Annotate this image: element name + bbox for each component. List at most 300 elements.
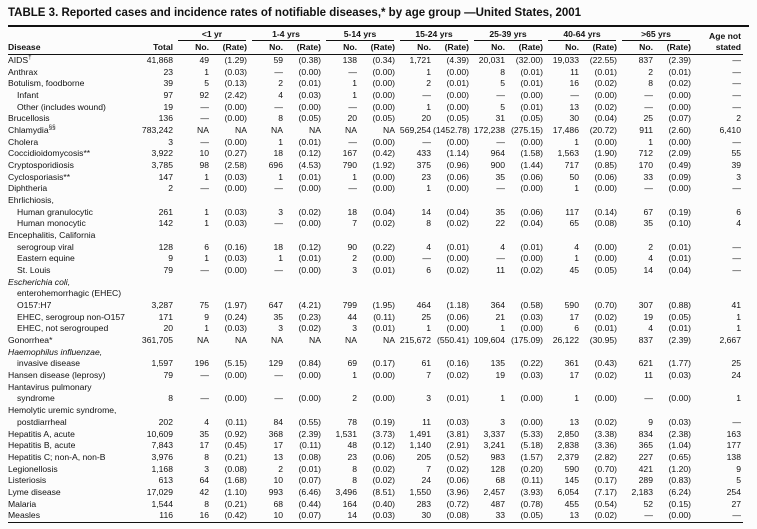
cell-age-not-stated: —: [732, 101, 741, 112]
cell-count: 23: [347, 451, 357, 462]
cell-count: 2: [278, 463, 283, 474]
cell-count: 1: [278, 171, 283, 182]
cell-rate: (4.53): [298, 160, 321, 171]
col-header-rate: (Rate): [581, 41, 619, 55]
col-header-total: Total: [130, 41, 175, 55]
cell-total: 23: [163, 66, 173, 77]
cell-rate: (0.01): [668, 66, 691, 77]
cell-count: 14: [347, 510, 357, 521]
cell-rate: (0.16): [224, 241, 247, 252]
cell-rate: (0.00): [298, 393, 321, 404]
cell-rate: (0.70): [594, 463, 617, 474]
cell-rate: (0.42): [372, 148, 395, 159]
cell-rate: (7.17): [594, 486, 617, 497]
col-header-age-not-stated: Age not: [709, 31, 741, 41]
cell-rate: (0.06): [446, 311, 469, 322]
cell-rate: [211, 382, 249, 394]
cell-rate: (0.05): [594, 265, 617, 276]
cell-rate: [655, 405, 693, 417]
cell-rate: (0.03): [520, 311, 543, 322]
cell-rate: (0.24): [224, 311, 247, 322]
disease-name: Infant: [17, 90, 39, 101]
cell-count: —: [644, 393, 653, 404]
cell-count: 993: [268, 486, 283, 497]
cell-count: 647: [268, 300, 283, 311]
cell-count: [323, 382, 359, 394]
cell-count: [175, 230, 211, 242]
cell-rate: (0.22): [372, 241, 395, 252]
cell-count: [249, 277, 285, 289]
cell-count: 3: [352, 265, 357, 276]
cell-count: 590: [564, 300, 579, 311]
table-row: [8, 393, 743, 405]
cell-count: 1: [500, 393, 505, 404]
cell-rate: [655, 347, 693, 359]
cell-rate: [581, 230, 619, 242]
cell-count: 790: [342, 160, 357, 171]
cell-count: 3,241: [483, 440, 505, 451]
header-spacer-disease: [8, 27, 130, 41]
cell-count: 1: [352, 171, 357, 182]
cell-rate: [211, 405, 249, 417]
cell-rate: (0.43): [594, 358, 617, 369]
cell-rate: (175.09): [510, 335, 543, 346]
cell-rate: [433, 405, 471, 417]
cell-rate: (0.96): [446, 160, 469, 171]
cell-count: 1: [574, 136, 579, 147]
cell-rate: (0.00): [372, 183, 395, 194]
cell-rate: (0.06): [520, 206, 543, 217]
cell-rate: [433, 288, 471, 300]
cell-rate: [211, 277, 249, 289]
cell-rate: [359, 382, 397, 394]
cell-rate: (3.93): [520, 486, 543, 497]
table-row: [8, 323, 743, 335]
table-row: [8, 277, 743, 289]
cell-count: 23: [421, 171, 431, 182]
cell-rate: (0.44): [298, 498, 321, 509]
cell-rate: (0.03): [668, 416, 691, 427]
table-row: [8, 405, 743, 417]
col-header-no: No.: [619, 41, 655, 55]
cell-count: 1: [352, 90, 357, 101]
cell-rate: (1.14): [446, 148, 469, 159]
cell-count: [545, 195, 581, 207]
col-header-age-group: [545, 27, 619, 41]
cell-rate: (0.12): [372, 440, 395, 451]
cell-rate: (0.02): [594, 78, 617, 89]
cell-count: 128: [490, 463, 505, 474]
cell-count: —: [570, 90, 579, 101]
cell-rate: (0.01): [298, 171, 321, 182]
cell-rate: (0.00): [224, 183, 247, 194]
col-header-age-group: [249, 27, 323, 41]
cell-count: —: [496, 136, 505, 147]
table-row: [8, 218, 743, 230]
disease-name: syndrome: [17, 393, 55, 404]
cell-rate: (0.02): [298, 323, 321, 334]
cell-rate: (1.92): [372, 160, 395, 171]
cell-rate: (0.01): [520, 241, 543, 252]
col-header-no: No.: [397, 41, 433, 55]
cell-total: 128: [158, 241, 173, 252]
cell-count: 49: [199, 55, 209, 65]
cell-count: 365: [638, 440, 653, 451]
cell-count: 837: [638, 55, 653, 65]
cell-age-not-stated: [693, 405, 743, 417]
cell-rate: [655, 382, 693, 394]
cell-age-not-stated: 24: [731, 370, 741, 381]
cell-count: 2,457: [483, 486, 505, 497]
table-row: [8, 312, 743, 324]
cell-count: 3: [500, 416, 505, 427]
cell-count: 1: [204, 66, 209, 77]
cell-count: 375: [416, 160, 431, 171]
cell-count: —: [422, 90, 431, 101]
cell-count: 35: [495, 206, 505, 217]
cell-count: 11: [644, 370, 653, 381]
cell-rate: (1452.78): [433, 125, 470, 136]
cell-count: 1: [426, 66, 431, 77]
cell-count: 10: [199, 148, 209, 159]
cell-rate: (0.00): [668, 136, 691, 147]
cell-count: 4: [204, 416, 209, 427]
cell-total: 39: [163, 78, 173, 89]
cell-count: 170: [638, 160, 653, 171]
cell-rate: (0.02): [372, 218, 395, 229]
cell-rate: (2.39): [298, 428, 321, 439]
cell-count: [175, 347, 211, 359]
col-header-age-group: [619, 27, 693, 41]
disease-name: Hantavirus pulmonary: [8, 381, 92, 392]
cell-count: —: [348, 66, 357, 77]
cell-count: 4: [648, 323, 653, 334]
cell-rate: (0.00): [668, 393, 691, 404]
cell-count: 1: [574, 183, 579, 194]
cell-count: [619, 230, 655, 242]
cell-rate: (0.01): [372, 265, 395, 276]
cell-count: 983: [490, 451, 505, 462]
cell-count: —: [200, 101, 209, 112]
cell-rate: (0.49): [668, 160, 691, 171]
cell-count: [249, 195, 285, 207]
cell-count: 18: [347, 206, 357, 217]
cell-count: —: [348, 183, 357, 194]
cell-count: —: [644, 510, 653, 521]
cell-rate: (0.03): [372, 510, 395, 521]
cell-count: [175, 405, 211, 417]
cell-count: 69: [347, 358, 357, 369]
table-row: [8, 67, 743, 79]
cell-rate: (0.01): [668, 253, 691, 264]
age-group-label: 1-4 yrs: [252, 27, 320, 41]
cell-count: [545, 347, 581, 359]
cell-rate: (1.68): [224, 475, 247, 486]
cell-count: 22: [495, 218, 505, 229]
cell-rate: (0.06): [446, 475, 469, 486]
cell-rate: [507, 195, 545, 207]
cell-rate: (0.00): [594, 90, 617, 101]
cell-count: 569,254: [399, 125, 431, 136]
disease-name: Measles: [8, 510, 40, 521]
age-group-label: <1 yr: [178, 27, 246, 41]
cell-rate: (22.55): [589, 55, 617, 65]
disease-name: Hemolytic uremic syndrome,: [8, 405, 117, 416]
header-row-groups: [8, 27, 743, 41]
disease-name: Cryptosporidiosis: [8, 160, 74, 171]
cell-count: 26,122: [552, 335, 579, 346]
cell-count: 19: [643, 311, 653, 322]
cell-rate: (0.02): [594, 510, 617, 521]
cell-rate: (3.38): [594, 428, 617, 439]
disease-name: Hepatitis C; non-A, non-B: [8, 451, 106, 462]
cell-total: 10,609: [146, 428, 173, 439]
cell-rate: (30.95): [589, 335, 617, 346]
cell-count: 4: [500, 241, 505, 252]
cell-age-not-stated: —: [732, 183, 741, 194]
cell-count: —: [644, 183, 653, 194]
cell-rate: NA: [383, 335, 395, 346]
cell-count: 24: [421, 475, 431, 486]
cell-count: 65: [569, 218, 579, 229]
cell-rate: (1.20): [668, 463, 691, 474]
cell-rate: (0.07): [298, 510, 321, 521]
table-row: [8, 55, 743, 67]
cell-rate: (0.01): [446, 393, 469, 404]
cell-age-not-stated: [693, 277, 743, 289]
cell-rate: (2.42): [224, 90, 247, 101]
cell-count: 11: [422, 416, 431, 427]
cell-rate: (0.00): [224, 393, 247, 404]
cell-count: 64: [199, 475, 209, 486]
cell-rate: (0.01): [446, 241, 469, 252]
disease-name: Cyclosporiasis**: [8, 171, 71, 182]
cell-count: 30: [569, 113, 579, 124]
cell-rate: (0.65): [668, 451, 691, 462]
cell-rate: (0.02): [372, 475, 395, 486]
cell-age-not-stated: 1: [736, 311, 741, 322]
cell-total: 3,287: [151, 300, 173, 311]
cell-count: 2: [648, 66, 653, 77]
cell-count: 3,496: [335, 486, 357, 497]
col-header-no: No.: [545, 41, 581, 55]
cell-rate: (3.81): [446, 428, 469, 439]
cell-rate: (0.01): [372, 323, 395, 334]
cell-rate: (0.06): [594, 171, 617, 182]
table-title: TABLE 3. Reported cases and incidence rates of notifiable diseases,* by age group —United States, 2001: [8, 6, 749, 27]
cell-count: 8: [204, 451, 209, 462]
cell-rate: (0.00): [520, 90, 543, 101]
cell-count: 61: [421, 358, 431, 369]
cell-total: 2: [168, 183, 173, 194]
table-row: [8, 113, 743, 125]
cell-rate: (0.10): [668, 218, 691, 229]
age-group-label: 40-64 yrs: [548, 27, 616, 41]
cell-rate: (1.97): [224, 300, 247, 311]
cell-rate: (0.03): [298, 90, 321, 101]
cell-rate: (1.58): [520, 148, 543, 159]
cell-count: —: [348, 101, 357, 112]
cell-rate: (0.78): [520, 498, 543, 509]
cell-count: 68: [495, 475, 505, 486]
cell-rate: (0.17): [594, 475, 617, 486]
disease-name: enterohemorrhagic (EHEC): [17, 288, 122, 299]
cell-rate: [359, 195, 397, 207]
col-header-no: No.: [323, 41, 359, 55]
cell-age-not-stated: 55: [731, 148, 741, 159]
cell-rate: (0.01): [298, 136, 321, 147]
cell-count: 2,379: [557, 451, 579, 462]
cell-count: [397, 230, 433, 242]
cell-rate: [285, 277, 323, 289]
cell-count: [323, 230, 359, 242]
cell-count: 1: [426, 183, 431, 194]
cell-total: 79: [163, 265, 173, 276]
col-header-rate: (Rate): [285, 41, 323, 55]
cell-rate: (0.00): [446, 136, 469, 147]
cell-age-not-stated: [693, 382, 743, 394]
cell-rate: (0.03): [224, 66, 247, 77]
cell-rate: (0.40): [372, 498, 395, 509]
cell-rate: (0.03): [520, 370, 543, 381]
cell-total: 3,785: [151, 160, 173, 171]
cell-age-not-stated: [693, 288, 743, 300]
cell-count: 44: [347, 311, 357, 322]
table-row: [8, 242, 743, 254]
disease-name: Chlamydia§§: [8, 124, 56, 136]
cell-age-not-stated: 6,410: [719, 125, 741, 136]
cell-rate: (0.06): [372, 451, 395, 462]
cell-total: 1,544: [151, 498, 173, 509]
cell-age-not-stated: —: [732, 265, 741, 276]
disease-name: postdiarrheal: [17, 416, 67, 427]
cell-count: 145: [564, 475, 579, 486]
cell-count: [545, 405, 581, 417]
cell-rate: (2.09): [668, 148, 691, 159]
cell-rate: [359, 405, 397, 417]
cell-count: 9: [204, 311, 209, 322]
cell-rate: (3.96): [446, 486, 469, 497]
cell-rate: (0.22): [520, 358, 543, 369]
cell-total: 3: [168, 136, 173, 147]
cell-age-not-stated: —: [732, 416, 741, 427]
table-row: [8, 207, 743, 219]
cell-rate: [359, 347, 397, 359]
cell-count: 1: [426, 323, 431, 334]
disease-name: Botulism, foodborne: [8, 78, 85, 89]
cell-rate: [285, 288, 323, 300]
cell-count: [397, 288, 433, 300]
disease-name: Malaria: [8, 498, 37, 509]
table-row: [8, 464, 743, 476]
cell-count: 1: [426, 101, 431, 112]
cell-age-not-stated: —: [732, 136, 741, 147]
cell-rate: (1.10): [224, 486, 247, 497]
disease-name: Ehrlichiosis,: [8, 195, 54, 206]
cell-age-not-stated: [693, 347, 743, 359]
cell-count: 4: [278, 90, 283, 101]
cell-count: 17: [569, 311, 579, 322]
table-row: [8, 370, 743, 382]
cell-rate: (0.34): [372, 55, 395, 65]
cell-rate: (0.07): [298, 475, 321, 486]
cell-rate: (0.00): [224, 101, 247, 112]
cell-rate: (0.42): [224, 510, 247, 521]
cell-total: 142: [158, 218, 173, 229]
cell-count: 289: [638, 475, 653, 486]
cell-rate: (2.39): [668, 55, 691, 65]
cell-count: [471, 195, 507, 207]
cell-count: —: [496, 90, 505, 101]
cell-age-not-stated: 163: [726, 428, 741, 439]
cell-total: 17,029: [146, 486, 173, 497]
col-header-age-group: [323, 27, 397, 41]
cell-rate: (0.19): [668, 206, 691, 217]
cell-count: 3: [278, 323, 283, 334]
cell-rate: (0.12): [298, 148, 321, 159]
cell-count: 45: [569, 265, 579, 276]
cell-rate: [433, 230, 471, 242]
cell-rate: (0.00): [372, 253, 395, 264]
cell-count: 52: [643, 498, 653, 509]
cell-count: —: [422, 136, 431, 147]
cell-rate: (0.02): [520, 265, 543, 276]
table-row: [8, 265, 743, 277]
cell-count: NA: [345, 125, 357, 136]
header-row-labels: [8, 41, 743, 55]
cell-rate: (0.21): [224, 451, 247, 462]
cell-count: —: [200, 393, 209, 404]
cell-count: 8: [500, 66, 505, 77]
cell-count: 1: [574, 253, 579, 264]
cell-total: 202: [158, 416, 173, 427]
table-row: [8, 382, 743, 394]
cell-rate: (0.85): [594, 160, 617, 171]
cell-rate: [359, 230, 397, 242]
disease-name: invasive disease: [17, 358, 81, 369]
cell-rate: NA: [235, 335, 247, 346]
cell-rate: [211, 347, 249, 359]
disease-name: Listeriosis: [8, 475, 47, 486]
cell-count: 50: [569, 171, 579, 182]
cell-rate: (0.15): [668, 498, 691, 509]
cell-count: 35: [273, 311, 283, 322]
cell-rate: (0.00): [520, 416, 543, 427]
disease-name: St. Louis: [17, 265, 51, 276]
cell-count: 590: [564, 463, 579, 474]
cell-count: 68: [273, 498, 283, 509]
cell-total: 116: [159, 510, 173, 521]
cell-rate: (0.01): [298, 463, 321, 474]
cell-count: 1: [648, 136, 653, 147]
cell-count: NA: [197, 125, 209, 136]
cell-count: —: [274, 393, 283, 404]
cell-rate: (0.05): [372, 113, 395, 124]
table-row: [8, 90, 743, 102]
cell-count: 14: [421, 206, 431, 217]
cell-rate: (5.33): [520, 428, 543, 439]
col-header-rate: (Rate): [359, 41, 397, 55]
cell-count: 9: [648, 416, 653, 427]
cell-rate: (0.01): [520, 78, 543, 89]
cell-count: 8: [204, 498, 209, 509]
cell-total: 261: [158, 206, 173, 217]
cell-rate: (0.45): [224, 440, 247, 451]
cell-count: 1,140: [409, 440, 431, 451]
cell-rate: (1.29): [224, 55, 247, 65]
cell-count: [471, 230, 507, 242]
diseases-table: [8, 27, 743, 523]
